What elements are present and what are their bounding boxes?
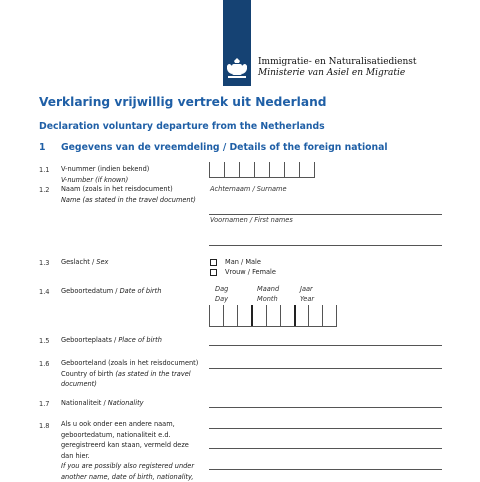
organization-name [258,57,417,79]
other-registration-line-1[interactable] [209,428,442,429]
dob-label-en: Date of birth [119,287,162,295]
v-number-boxes[interactable] [209,162,315,178]
v-number-label-en: V-number (if known) [61,175,129,184]
row-number: 1.7 [39,400,50,408]
country-of-birth-label [61,358,209,390]
year-label-en: Year [300,295,315,303]
cob-label-nl: Geboorteland (zoals in het reisdocument) [61,359,199,367]
firstnames-field-label: Voornamen / First names [210,216,293,224]
nationality-input-line[interactable] [209,407,442,408]
sex-label-en: Sex [96,258,109,266]
date-of-birth-label [61,286,209,297]
document-subtitle: Declaration voluntary departure from the Netherlands [39,121,325,132]
section-title: Gegevens van de vreemdeling / Details of the foreign national [61,142,388,153]
nationality-label [61,398,209,409]
pob-label-en: Place of birth [118,336,162,344]
pob-label-nl: Geboorteplaats / [61,336,119,344]
section-number: 1 [39,142,46,153]
name-label-nl: Naam (zoals in het reisdocument) [61,185,173,193]
month-label-en: Month [257,295,278,303]
nationality-label-nl: Nationaliteit / [61,399,108,407]
org-name-line2: Ministerie van Asiel en Migratie [258,68,406,78]
row-number: 1.8 [39,422,50,430]
name-label [61,184,209,205]
sex-label-nl: Geslacht / [61,258,97,266]
surname-input-line[interactable] [209,214,442,215]
row-number: 1.5 [39,337,50,345]
dob-label-nl: Geboortedatum / [61,287,120,295]
male-checkbox[interactable] [210,259,217,266]
cob-label-en: Country of birth [61,369,116,378]
other-registration-line-2[interactable] [209,448,442,449]
other-registration-label-en: If you are possibly also registered under another name, date of birth, nationality, [61,462,195,481]
nationality-label-en: Nationality [107,399,144,407]
coat-of-arms-icon [225,56,249,82]
row-number: 1.4 [39,288,50,296]
month-label-nl: Maand [257,285,280,293]
row-number: 1.3 [39,259,50,267]
day-label-en: Day [215,295,229,303]
sex-label [61,257,209,268]
section-heading [39,142,388,153]
country-of-birth-input-line[interactable] [209,368,442,369]
female-checkbox[interactable] [210,269,217,276]
v-number-label [61,164,209,185]
row-number: 1.1 [39,166,50,174]
other-registration-line-3[interactable] [209,469,442,470]
date-of-birth-boxes[interactable] [209,305,337,327]
document-title: Verklaring vrijwillig vertrek uit Nederland [39,95,327,109]
row-number: 1.2 [39,186,50,194]
name-label-en: Name (as stated in the travel document) [61,195,196,204]
day-label-nl: Dag [215,285,229,293]
other-registration-label [61,419,196,482]
firstnames-input-line[interactable] [209,245,442,246]
cob-label-en-note: (as stated in the travel document) [61,369,191,388]
place-of-birth-input-line[interactable] [209,345,442,346]
org-name-line1: Immigratie- en Naturalisatiedienst [258,57,417,67]
other-registration-label-nl: Als u ook onder een andere naam, geboortedatum, nationaliteit e.d. geregistreerd kan staan, vermeld deze dan hier. [61,420,189,460]
surname-field-label: Achternaam / Surname [210,185,287,193]
row-number: 1.6 [39,360,50,368]
v-number-label-nl: V-nummer (indien bekend) [61,165,150,173]
male-option-label: Man / Male [225,258,261,266]
female-option-label: Vrouw / Female [225,268,276,276]
year-label-nl: Jaar [300,285,313,293]
place-of-birth-label [61,335,209,346]
